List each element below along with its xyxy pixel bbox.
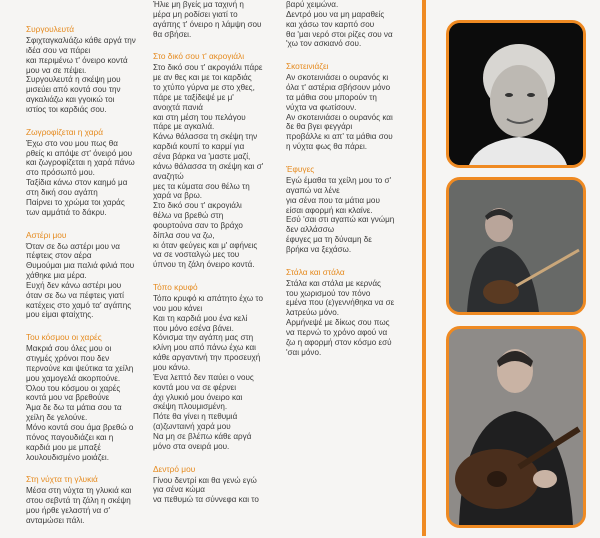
poem-line: μου είμαι φταίχτης. [26, 310, 94, 320]
poem-line: πέφτεις στον αέρα [26, 251, 92, 261]
poem-line: πάρε με ταξίδεψέ με μ' [153, 92, 234, 102]
poem-line: Εγώ έμαθα τα χείλη μου το σ' [286, 175, 392, 185]
poem-line: μου κάνω. [153, 363, 191, 372]
poem-line: αγάπης τ' όνειρο η λάμψη σου [153, 19, 262, 29]
poem-line: Σφιχταγκαλιάζω κάθε αργά την [26, 36, 136, 45]
poem-line: βαρύ χειμώνα. [286, 0, 339, 9]
poem-block [153, 51, 277, 270]
lute-player-illustration [449, 329, 583, 525]
poem-line: ιδέα σου να πάρει [26, 45, 91, 55]
poem-block [153, 282, 277, 452]
poem-line: Κάνω θάλασσα τη σκέψη την [153, 132, 258, 142]
poem-title: Έφυγες [286, 163, 315, 174]
poem-line: κι όταν φεύγεις και μ' αφήνεις [153, 240, 258, 250]
photo-musician-playing-lute [446, 326, 586, 528]
poem-line: ανταμώσει πάλι. [26, 515, 85, 525]
poem-line: δε θα βγει φεγγάρι [286, 122, 353, 132]
poem-title: Στη νύχτα τη γλυκιά [26, 474, 98, 485]
poem-line: Αν σκοτεινιάσει ο ουρανός κι [286, 73, 389, 83]
poem-title: Ζωγροφίζεται η χαρά [26, 126, 104, 137]
poem-line: Συργουλευτά η σκέψη μου [26, 75, 121, 85]
poem-line: προβάλλε κι απ' τα μάθια σου [286, 132, 393, 142]
portrait-illustration [449, 23, 583, 165]
poem-line: είσαι αφορμή και κλαίνε. [286, 205, 373, 215]
poem-line: βρήκα να ξεχάσω. [286, 244, 352, 254]
poem-line: όλα τ' αστέρια σβήσουν μόνο [286, 83, 391, 93]
poem-title: Σκοτεινιάζει [286, 61, 329, 72]
poem-line: Έχω στο νου μου πως θα [26, 138, 118, 148]
poem-line: (α)ζωνταινή χαρά μου [153, 422, 231, 432]
text-column-3 [286, 0, 414, 369]
poem-line: μου ήρθε γελαστή να σ' [26, 506, 111, 516]
poem-title: Τόπο κρυφό [153, 282, 198, 293]
poem-line: να περνώ το χρόνο αφού να [286, 327, 388, 337]
poem-line: έφυγες μα τη δύναμη δε [286, 235, 372, 245]
poem-line: Στο δικό σου τ' ακρογιάλι πάρε [153, 63, 263, 73]
poem-line: Μέσα στη νύχτα τη γλυκιά και [26, 486, 132, 496]
poem-line: Και τη καρδιά μου ένα κελί [153, 313, 248, 323]
poem-block [26, 332, 144, 462]
poem-line: Θυμούμαι μια παλιά φιλιά που [26, 261, 135, 271]
poem-title: Δεντρό μου [153, 463, 196, 474]
poem-line: χείλη δε γελούνε. [26, 413, 88, 423]
poem-line: αναζητώ [153, 171, 184, 181]
musician-illustration [449, 180, 583, 312]
poem-title: Στο δικό σου τ' ακρογιάλι [153, 51, 245, 62]
poem-line: για σένα κώμα [153, 485, 205, 495]
poem-line: Ευχή δεν κάνω αστέρι μου [26, 280, 122, 290]
poem-line: Τόπο κρυφό κι απάτητο έχω το [153, 294, 263, 304]
poem-line: καρδιά κουπί το καρμί για [153, 142, 245, 152]
poem-block [26, 230, 144, 321]
poem-line: όταν σε δω να πέφτεις γιατί [26, 290, 124, 300]
poem-line: Ταξίδια κάνω στον καημό μα [26, 178, 128, 188]
poem-line: πάρε με αγκαλιά. [153, 122, 215, 132]
poem-line: Πότε θα γίνει η πεθυμιά [153, 412, 238, 422]
orange-divider-line [422, 0, 426, 536]
poem-title: Στάλα και στάλα [286, 266, 345, 277]
poem-block [286, 61, 414, 152]
poem-line: περνούνε και ψεύτικα τα χείλη [26, 363, 134, 373]
poem-line: λατρεύω μόνο. [286, 308, 339, 318]
poem-line: Γίνου δεντρί και θα γενώ εγώ [153, 475, 257, 485]
poem-line: Άμα δε δω τα μάτια σου τα [26, 403, 122, 413]
poem-line: χαρά να βρω. [153, 191, 203, 201]
poem-line: χάθηκε μια μέρα. [26, 271, 87, 281]
poem-line: Ένα λεπτό δεν παύει ο νους [153, 372, 254, 382]
poem-line: Στάλα και στάλα με κερνάς [286, 278, 381, 288]
poem-line: μέρα μη ροδίσει γιατί το [153, 9, 238, 19]
poem-line: για σένα που τα μάτια μου [286, 195, 380, 205]
poem-line: Μόνο κοντά σου άμα βρεθώ ο [26, 423, 134, 432]
poem-line: Στο δικό σου τ' ακρογιάλι [153, 201, 242, 211]
poem-line: των αμμάτιά το δάκρυ. [26, 207, 107, 217]
poem-block [153, 464, 277, 506]
poem-line: μου χαμογελά ακορπούνε. [26, 373, 121, 383]
poem-line: Αν σκοτεινιάσει ο ουρανός και [286, 112, 393, 122]
poem-line: μισεύει από κοντά σου την [26, 85, 121, 95]
photo-musician-with-instrument [446, 177, 586, 315]
poem-line: κάνω θάλασσα τη σκέψη και σ' [153, 161, 264, 171]
poem-line: στου σεβντά τη ζάλη η σκέψη [26, 496, 131, 506]
poem-line: κοντά μου να σε φέρνει [153, 382, 237, 392]
poem-line: νου μου κάνει [153, 303, 203, 313]
poem-line: άχι γλυκιό μου όνειρο και [153, 392, 243, 402]
poem-line: στη δική σου αγάπη [26, 187, 98, 197]
poem-line: ύπνου τη ζάλη όνειρο κοντά. [153, 260, 255, 270]
poem-line: δίπλα σου να ζω, [153, 230, 215, 240]
poem-title: Του κόσμου οι χαρές [26, 332, 102, 343]
poem-line: κλίνη μου από πάνω έχω και [153, 343, 256, 353]
poem-line: 'σαι μόνο. [286, 347, 322, 357]
poem-line: και ζωγροφίζεται η χαρά πάνω [26, 158, 135, 168]
poem-line: Μακριά σου όλες μου οι [26, 344, 112, 354]
poem-line: θα σβήσει. [153, 29, 192, 39]
text-column-2 [153, 0, 277, 517]
poem-line: του χωρισμού τον πόνο [286, 288, 371, 298]
poem-line: μες τα κύματα σου θέλω τη [153, 181, 250, 191]
poem-block [286, 0, 414, 49]
poem-line: με αν θες και με τοι καρδιάς [153, 73, 252, 83]
poem-line: Αρμήνεψέ με δίκως σου πως [286, 318, 390, 328]
poem-line: Όλου του κόσμου οι χαρές [26, 383, 121, 393]
poem-line: εμένα που (ε)γεννήθηκα να σε [286, 298, 395, 308]
poem-line: Ήλιε μη βγείς μα ταχινή η [153, 0, 244, 9]
poem-line: κατέχεις στο χαμό τα' αγάπης [26, 300, 132, 310]
poem-line: κάθε αργαντινή την προσευχή [153, 353, 261, 363]
poem-line: στιγμές χρόνοι που δεν [26, 354, 110, 364]
poem-title: Συργουλευτά [26, 24, 75, 34]
poem-line: αγαπώ να λένε [286, 185, 340, 195]
poem-line: στο πρόσωπό μου. [26, 168, 95, 178]
poem-line: κοντά μου να βρεθούνε [26, 393, 110, 403]
poem-line: ζω η αφορμή στον κόσμο εσύ [286, 337, 392, 347]
poem-line: πόνος παγουδιάζει και η [26, 432, 114, 442]
poem-block [26, 127, 144, 218]
poem-line: η νύχτα φως θα πάρει. [286, 142, 368, 152]
photo-singer-portrait [446, 20, 586, 168]
poem-line: ανοιχτά πανιά [153, 102, 203, 112]
poem-line: σένα βάρκα να 'μαστε μαζί, [153, 151, 251, 161]
poem-block [286, 267, 414, 358]
poem-line: Δεντρό μου να μη μαραθείς [286, 9, 385, 19]
poem-line: Εσύ 'σαι στι αγαπώ και γνώμη [286, 215, 395, 225]
poem-block [286, 164, 414, 255]
poem-line: Όταν σε δω αστέρι μου να [26, 241, 120, 251]
poem-line: Κόνισμα την αγάπη μας στη [153, 333, 254, 343]
poem-line: 'χω τον ασκιανό σου. [286, 39, 362, 49]
poem-line: Να μη σε βλέπω κάθε αργά [153, 431, 252, 441]
poem-line: το χτύπο γύρνα με στο χθες, [153, 83, 255, 93]
poem-line: μόνο στα ονειρά μου. [153, 441, 230, 451]
poem-line: νύχτα να φωτίσουν. [286, 102, 357, 112]
poem-line: καρδιά μου με μπαξέ [26, 442, 101, 452]
text-column-1 [26, 24, 144, 538]
poem-block [26, 474, 144, 525]
poem-line: θα 'μαι νερό στοι ρίζες σου να [286, 29, 393, 39]
poem-line: σκέψη πλουμισμένη. [153, 402, 228, 412]
poem-line: μου να σε πέψει. [26, 65, 87, 75]
poem-line: δεν αλλάσσω [286, 225, 335, 235]
poem-line: και περιμένω τ' όνειρο κοντά [26, 55, 128, 65]
poem-line: να πεθυμώ τα σύννεφα και το [153, 495, 259, 505]
poem-line: ρθείς κι απόψε στ' όνειρό μου [26, 148, 133, 158]
poem-line: φουρτούνα σαν το βράχο [153, 220, 243, 230]
poem-line: που μόνο εσένα βάνει. [153, 323, 234, 333]
poem-line: Παίρνει το χρώμα τοι χαράς [26, 197, 125, 207]
poem-line: λουλουδισμένο μοιάζει. [26, 452, 109, 462]
poem-line: και χάσω τον καρπό σου [286, 19, 375, 29]
poem-line: τα μάθια σου μπορούν τη [286, 92, 377, 102]
poem-line: και στη μέση του πελάγου [153, 112, 246, 122]
poem-line: αγκαλιάζω και γγοικώ τοι [26, 95, 115, 105]
poem-line: να σε νοσταλγώ μες του [153, 250, 240, 260]
poem-line: ιστίος τοι καρδιάς σου. [26, 104, 107, 114]
poem-block [26, 24, 144, 115]
poem-title: Αστέρι μου [26, 229, 67, 240]
poem-block [153, 0, 277, 39]
poem-line: θέλω να βρεθώ στη [153, 211, 224, 221]
